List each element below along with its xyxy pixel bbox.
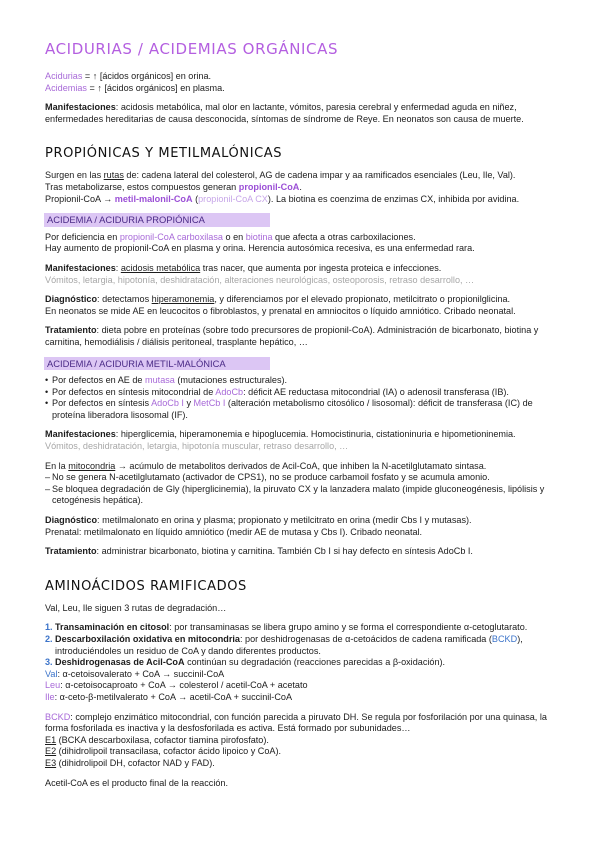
- reaction-paragraph: Propionil-CoA → metil-malonil-CoA (propionil-CoA CX). La biotina es coenzima de enzimas CX, inhibida por avidina.: [45, 193, 520, 204]
- list-item: 1. Transaminación en citosol: por transaminasas se libera grupo amino y se forma el correspondiente α-cetoglutarato.: [45, 622, 528, 633]
- dash-item: – No se genera N-acetilglutamato (activador de CPS1), no se produce carbamoil fosfato y se acumula amonio.: [45, 472, 490, 483]
- causes-list: [45, 375, 560, 421]
- metabolism-paragraph: Tras metabolizarse, estos compuestos generan propionil-CoA.: [45, 181, 302, 192]
- treatment-paragraph: Tratamiento: administrar bicarbonato, biotina y carnitina. También Cb I si hay defecto en síntesis AdoCb I.: [45, 546, 473, 557]
- deficiency-paragraph: Por deficiencia en propionil-CoA carboxilasa o en biotina que afecta a otras carboxilaciones.: [45, 231, 416, 242]
- manifestations-paragraph: Manifestaciones: acidosis metabólica tras nacer, que aumenta por ingesta proteica e infecciones.: [45, 262, 442, 273]
- subunit-e2: E2 (dihidrolipoil transacilasa, cofactor ácido lipoico y CoA).: [45, 746, 282, 757]
- list-item: • Por defectos en AE de mutasa (mutaciones estructurales).: [45, 375, 560, 387]
- dash-item: – Se bloquea degradación de Gly (hiperglicinemia), la piruvato CX y la lanzadera malato (impide gluconeogénesis, lipólisis y cetogénesis hepática).: [45, 483, 545, 506]
- degradation-steps-list: [45, 622, 560, 668]
- diagnosis-paragraph: Diagnóstico: detectamos hiperamonemia, y diferenciamos por el elevado propionato, metilcitrato o propionilglicina.: [45, 294, 511, 305]
- origin-paragraph: Surgen en las rutas de: cadena lateral del colesterol, AG de cadena impar y aa ramificados esenciales (Leu, Ile, Val).: [45, 170, 516, 181]
- definition-acidemias: Acidemias = ↑ [ácidos orgánicos] en plasma.: [45, 82, 225, 93]
- manifestations-paragraph: Manifestaciones: hiperglicemia, hiperamonemia e hipoglucemia. Homocistinuria, cistationinuria e hipometioninemia.: [45, 429, 516, 440]
- symptoms-paragraph: Vómitos, letargia, hipotonía, deshidratación, alteraciones neurológicas, osteoporosis, retraso desarrollo, …: [45, 274, 475, 285]
- subunit-e1: E1 (BCKA descarboxilasa, cofactor tiamina pirofosfato).: [45, 734, 269, 745]
- subsection-band-propionica: ACIDEMIA / ACIDURIA PROPIÓNICA: [44, 213, 270, 227]
- list-item: 3. Deshidrogenasas de Acil-CoA continúan su degradación (reacciones parecidas a β-oxidación).: [45, 657, 446, 668]
- subunit-e3: E3 (dihidrolipoil DH, cofactor NAD y FAD).: [45, 757, 215, 768]
- definition-acidurias: Acidurias = ↑ [ácidos orgánicos] en orina.: [45, 71, 212, 81]
- increase-paragraph: Hay aumento de propionil-CoA en plasma y orina. Herencia autosómica recesiva, es una enfermedad rara.: [45, 243, 475, 254]
- reaction-leu: Leu: α-cetoisocaproato + CoA → colesterol / acetil-CoA + acetato: [45, 680, 308, 691]
- section-title-acidurias: ACIDURIAS / ACIDEMIAS ORGÁNICAS: [45, 40, 339, 58]
- subsection-band-metilmalonica: ACIDEMIA / ACIDURIA METIL-MALÓNICA: [44, 357, 270, 371]
- term-acidemias: Acidemias: [45, 82, 87, 93]
- manifestations-paragraph: Manifestaciones: acidosis metabólica, mal olor en lactante, vómitos, paresia cerebral y enfermedad aguda en niñez, enfermedades hereditarias de causa desconocida, síntomas de síndrome de Reye. En neonatos son causa de muerte.: [45, 102, 524, 124]
- list-item: • Por defectos en síntesis AdoCb I y MetCb I (alteración metabolismo citosólico / lisosomal): déficit de transferasa (IC) de proteína liberadora lisosomal (IF).: [45, 398, 560, 421]
- section-title-aminoacidos: AMINOÁCIDOS RAMIFICADOS: [45, 578, 247, 594]
- reaction-ile: Ile: α-ceto-β-metilvalerato + CoA → acetil-CoA + succinil-CoA: [45, 691, 293, 702]
- document-page: [45, 40, 560, 789]
- symptoms-paragraph: Vómitos, deshidratación, letargia, hipotonía muscular, retraso desarrollo, …: [45, 441, 349, 452]
- diagnosis-prenatal-paragraph: Prenatal: metilmalonato en líquido amniótico (medir AE de mutasa y Cbs I). Cribado neonatal.: [45, 526, 423, 537]
- term-acidurias: Acidurias: [45, 71, 83, 81]
- final-product-paragraph: Acetil-CoA es el producto final de la reacción.: [45, 777, 228, 788]
- diagnosis-neonatal-paragraph: En neonatos se mide AE en leucocitos o fibroblastos, y prenatal en amniocitos o líquido amniótico. Cribado neonatal.: [45, 305, 516, 316]
- intro-paragraph: Val, Leu, Ile siguen 3 rutas de degradación…: [45, 602, 227, 613]
- reaction-val: Val: α-cetoisovalerato + CoA → succinil-CoA: [45, 668, 225, 679]
- diagnosis-paragraph: Diagnóstico: metilmalonato en orina y plasma; propionato y metilcitrato en orina (medir Cbs I y mutasas).: [45, 515, 472, 526]
- section-title-propionicas: PROPIÓNICAS Y METILMALÓNICAS: [45, 146, 283, 162]
- mitochondria-paragraph: En la mitocondria → acúmulo de metabolitos derivados de Acil-CoA, que inhiben la N-acetilglutamato sintasa.: [45, 460, 487, 471]
- treatment-paragraph: Tratamiento: dieta pobre en proteínas (sobre todo precursores de propionil-CoA). Administración de bicarbonato, biotina y carnitina, hemodiálisis / diálisis peritoneal, trasplante hepático, …: [45, 325, 539, 347]
- list-item: 2. Descarboxilación oxidativa en mitocondria: por deshidrogenasas de α-cetoácidos de cadena ramificada (BCKD), introduciéndoles un residuo de CoA y dando diferentes productos.: [45, 634, 523, 656]
- list-item: • Por defectos en síntesis mitocondrial de AdoCb: déficit AE reductasa mitocondrial (IA) o adenosil transferasa (IB).: [45, 387, 560, 399]
- bckd-paragraph: BCKD: complejo enzimático mitocondrial, con función parecida a piruvato DH. Se regula por fosforilación por una quinasa, la forma fosforilada es inactiva y la desfosforilada es activa. Está formado por subunidades…: [45, 711, 547, 734]
